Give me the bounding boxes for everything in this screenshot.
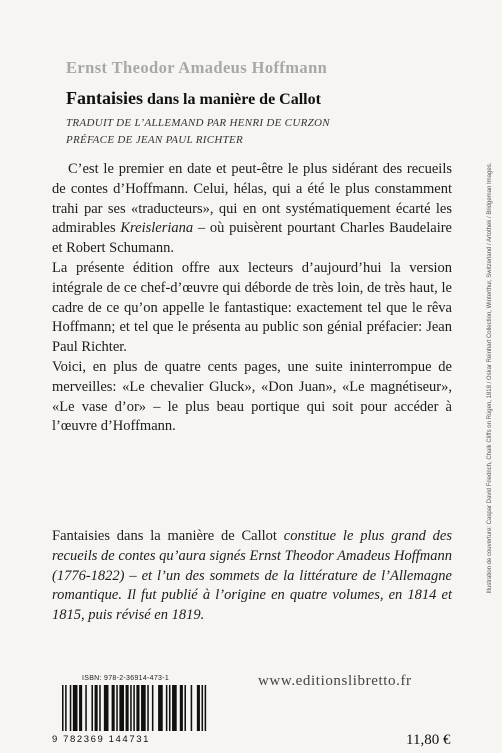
book-note-italic: constitue le plus grand des recueils de contes qu’aura signés Ernst Theodor Amadeus Hoffmann (1776-1822) – et l’un des sommets de la littérature de l’Allemagne romantique. Il fut publié à l’origine en quatre volumes, en 1814 et 1815, puis révisé en 1819. <box>52 528 452 624</box>
preface-line: PRÉFACE DE JEAN PAUL RICHTER <box>66 134 244 146</box>
cover-credit: Illustration de couverture: Caspar David Friedrich, Chalk Cliffs on Rügen, 1818 / Oskar Reinhart Collection, Winterthur, Switzerland / Artothek / Bridgeman Images. <box>487 162 493 594</box>
barcode-number: 9 782369 144731 <box>52 734 150 745</box>
price: 11,80 € <box>406 732 451 748</box>
blurb-p1-text-1: C’est le premier en date et peut-être le plus sidérant des recueils de contes d’Hoffmann. Celui, hélas, qui a été le plus constamment trahi par ses «traducteurs», qui en ont systématiquement écarté les admirables <box>52 161 452 237</box>
book-title-rest: dans la manière de Callot <box>143 91 321 108</box>
isbn-label: ISBN: 978-2-36914-473-1 <box>82 675 170 682</box>
blurb-p1-emphasis: Kreisleriana <box>120 220 194 237</box>
author-name: Ernst Theodor Amadeus Hoffmann <box>66 58 328 77</box>
book-title <box>66 88 321 109</box>
translator-line: TRADUIT DE L’ALLEMAND PAR HENRI DE CURZON <box>66 117 330 129</box>
blurb-p1-text-2: – où puisèrent pourtant Charles Baudelaire et Robert Schumann. <box>52 220 452 257</box>
book-title-main: Fantaisies <box>66 88 144 108</box>
barcode-icon <box>52 685 242 733</box>
blurb <box>52 160 452 437</box>
book-note <box>52 527 452 626</box>
book-note-lead: Fantaisies dans la manière de Callot <box>52 528 284 544</box>
blurb-paragraph-2: La présente édition offre aux lecteurs d’aujourd’hui la version intégrale de ce chef-d’œuvre qui déborde de très loin, de très haut, le cadre de ce qu’on appelle le fantastique: exactement tel que le rêva Hoffmann; et tel que le présenta au public son génial préfacier: Jean Paul Richter. <box>52 259 452 356</box>
blurb-paragraph-3: Voici, en plus de quatre cents pages, une suite ininterrompue de merveilles: «Le chevalier Gluck», «Don Juan», «Le magnétiseur», «Le vase d’or» – le plus beau portique qui soit pour accéder à l’œuvre d’Hoffmann. <box>52 358 452 435</box>
blurb-paragraph-1 <box>52 160 452 259</box>
publisher-website: www.editionslibretto.fr <box>258 673 412 689</box>
